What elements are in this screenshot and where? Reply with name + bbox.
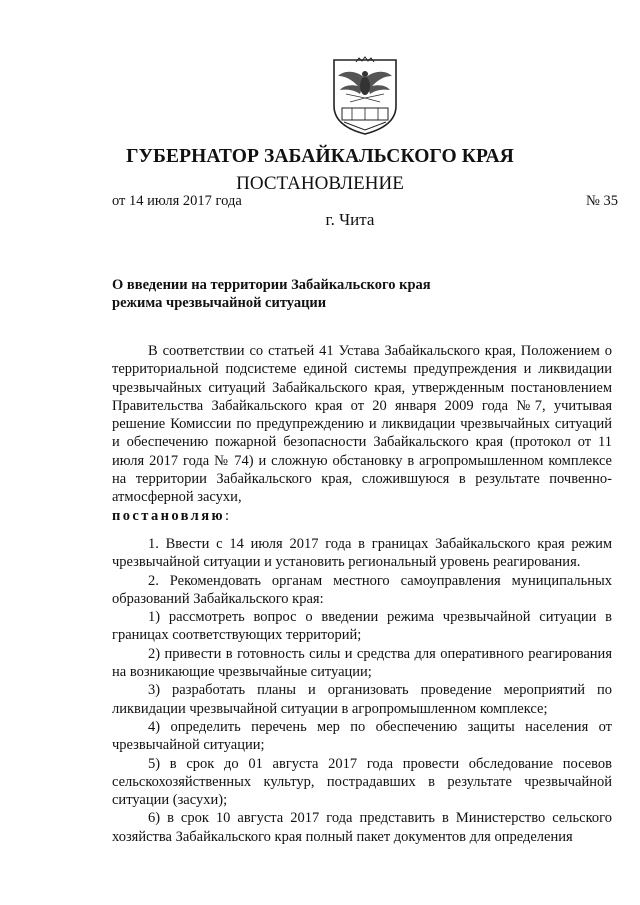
list-item: 6) в срок 10 августа 2017 года представить в Министерство сельского хозяйства Забайкальского края полный пакет документов для определения	[112, 810, 612, 845]
document-body	[112, 342, 612, 846]
preamble-paragraph	[112, 342, 612, 507]
decree-line	[112, 507, 612, 525]
decree-suffix: :	[224, 507, 229, 524]
heading-line-1: О введении на территории Забайкальского края	[112, 277, 431, 293]
issuer-title: ГУБЕРНАТОР ЗАБАЙКАЛЬСКОГО КРАЯ	[126, 146, 514, 167]
decree-word: постановляю	[112, 507, 225, 524]
document-number: № 35	[586, 193, 618, 209]
heading-line-2: режима чрезвычайной ситуации	[112, 295, 327, 311]
document-heading	[112, 276, 492, 312]
list-item: 4) определить перечень мер по обеспечению защиты населения от чрезвычайной ситуации;	[112, 718, 612, 754]
preamble-text: В соответствии со статьей 41 Устава Забайкальского края, Положением о территориальной подсистеме единой системы предупреждения и ликвидации чрезвычайных ситуаций Забайкальского края, утвержденным постановлением Правительства Забайкальского края от 20 января 2009 года №7, учитывая решение Комиссии по предупреждению и ликвидации чрезвычайных ситуаций и обеспечению пожарной безопасности Забайкальского края (протокол от 11 июля 2017 года № 74) и сложную обстановку в агропромышленном комплексе на территории Забайкальского края, сложившуюся в результате почвенно-атмосферной засухи,	[112, 343, 612, 506]
list-item: 3) разработать планы и организовать проведение мероприятий по ликвидации чрезвычайной ситуации в агропромышленном комплексе;	[112, 682, 612, 717]
document-date: от 14 июля 2017 года	[112, 193, 242, 209]
document-city: г. Чита	[325, 210, 375, 229]
list-item: 2. Рекомендовать органам местного самоуправления муниципальных образований Забайкальского края:	[112, 572, 612, 607]
list-item: 1) рассмотреть вопрос о введении режима чрезвычайной ситуации в границах соответствующих территорий;	[112, 609, 612, 644]
list-item: 1. Ввести с 14 июля 2017 года в границах Забайкальского края режим чрезвычайной ситуации и установить региональный уровень реагирования.	[112, 535, 612, 571]
document-type: ПОСТАНОВЛЕНИЕ	[236, 173, 404, 194]
list-item: 5) в срок до 01 августа 2017 года провести обследование посевов сельскохозяйственных культур, пострадавших в результате чрезвычайной ситуации (засухи);	[112, 755, 612, 809]
coat-of-arms-zabaykalsky-icon	[328, 56, 402, 136]
list-item: 2) привести в готовность силы и средства для оперативного реагирования на возникающие чрезвычайные ситуации;	[112, 645, 612, 681]
